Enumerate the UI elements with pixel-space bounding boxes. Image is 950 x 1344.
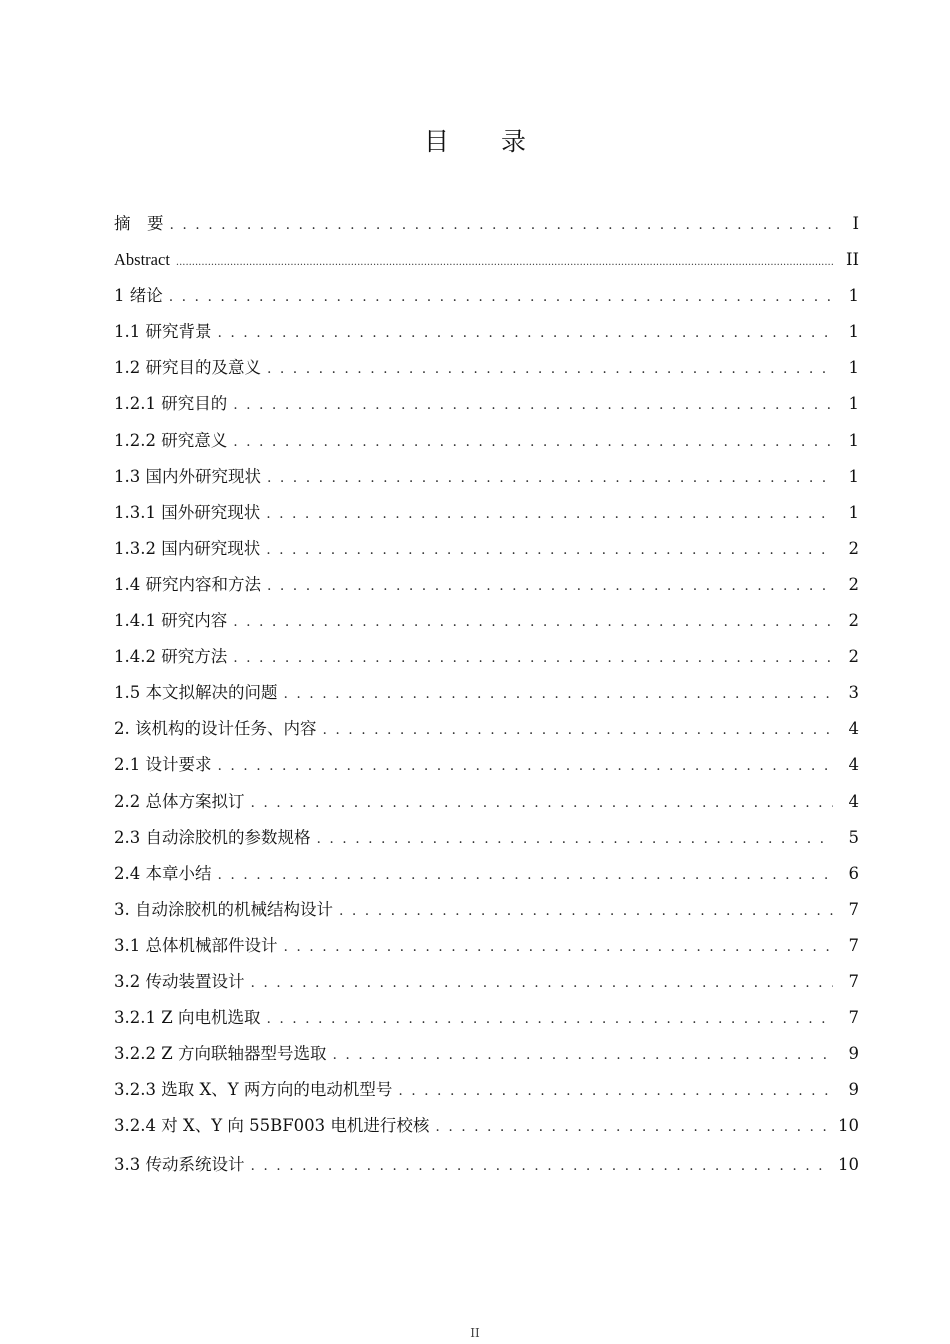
footer-page-number: II [470,1326,480,1340]
toc-entry-page: 3 [848,683,859,703]
toc-entry-page: 7 [848,971,859,991]
toc-entry[interactable] [114,531,859,567]
toc-entry[interactable] [114,747,859,783]
toc-entry[interactable] [114,1108,859,1144]
dot-leader [233,640,833,676]
dot-leader [233,424,833,460]
toc-entry-abstract-cn[interactable] [114,206,859,242]
toc-entry[interactable] [114,350,859,386]
dot-leader [233,604,833,640]
toc-entry-label: 2.3 自动涂胶机的参数规格 [114,827,311,847]
toc-entry-label: 2.1 设计要求 [114,755,212,775]
toc-entry-page: 9 [848,1044,859,1064]
toc-entry-label: 3.2.1 Z 向电机选取 [114,1008,261,1028]
toc-entry-label: 3.3 传动系统设计 [114,1155,245,1175]
toc-entry[interactable] [114,567,859,603]
toc-entry-page: 5 [848,827,859,847]
toc-entry[interactable] [114,278,859,314]
toc-entry-label: 3.2 传动装置设计 [114,971,245,991]
dot-leader [251,965,834,1001]
toc-entry[interactable] [114,314,859,350]
toc-entry-label: 1.3 国内外研究现状 [114,466,261,486]
toc-entry-page: 2 [848,538,859,558]
toc-entry-label: 3.2.2 Z 方向联轴器型号选取 [114,1044,327,1064]
dot-leader [317,821,834,857]
toc-entry[interactable] [114,603,859,639]
toc-entry[interactable] [114,675,859,711]
dot-leader [251,785,834,821]
toc-entry-page: 10 [838,1155,859,1175]
toc-entry-page: 10 [838,1116,859,1136]
toc-entry[interactable] [114,1000,859,1036]
toc-entry-label: 摘 要 [114,214,164,233]
toc-entry-label: 1.5 本文拟解决的问题 [114,683,278,703]
toc-entry-page: 1 [848,286,859,306]
toc-entry[interactable] [114,423,859,459]
dot-leader [170,207,834,243]
toc-entry[interactable] [114,856,859,892]
dot-leader [267,460,833,496]
dot-leader [398,1073,833,1109]
dot-leader [218,748,834,784]
toc-entry-label: 2. 该机构的设计任务、内容 [114,719,317,739]
dot-leader [323,712,834,748]
dot-leader [176,245,833,281]
dot-leader [266,532,833,568]
toc-entry-page: 1 [848,322,859,342]
toc-entry-page: 1 [848,394,859,414]
toc-entry[interactable] [114,784,859,820]
toc-entry-abstract-en[interactable] [114,242,859,278]
dot-leader [267,351,833,387]
toc-entry-label: 2.4 本章小结 [114,863,212,883]
toc-entry-page: 1 [848,466,859,486]
page-title: 目 录 [424,127,548,156]
toc-entry-page: 4 [848,755,859,775]
dot-leader [266,496,833,532]
toc-entry[interactable] [114,459,859,495]
toc-entry[interactable] [114,964,859,1000]
toc-entry-label: 3.1 总体机械部件设计 [114,935,278,955]
toc-entry[interactable] [114,495,859,531]
toc-entry-page: 1 [848,502,859,522]
toc-entry-label: 3.2.4 对 X、Y 向 55BF003 电机进行校核 [114,1116,430,1136]
table-of-contents [114,206,859,1184]
dot-leader [218,857,834,893]
toc-entry-page: 4 [848,719,859,739]
toc-entry-label: 1.4.2 研究方法 [114,647,228,667]
toc-entry-label: 1.3.2 国内研究现状 [114,538,261,558]
dot-leader [284,929,834,965]
toc-entry[interactable] [114,639,859,675]
dot-leader [233,387,833,423]
toc-entry-label: 3.2.3 选取 X、Y 两方向的电动机型号 [114,1080,393,1100]
toc-entry[interactable] [114,928,859,964]
toc-entry-label: 1.4.1 研究内容 [114,611,228,631]
dot-leader [251,1148,831,1184]
toc-entry-page: 4 [848,791,859,811]
toc-entry-page: 9 [848,1080,859,1100]
toc-entry-page: 1 [848,430,859,450]
dot-leader [267,568,833,604]
toc-entry-page: 7 [848,1008,859,1028]
dot-leader [435,1109,830,1145]
toc-entry-page: I [852,214,859,233]
toc-entry-label: 1.2.1 研究目的 [114,394,228,414]
toc-entry-label: 1.2.2 研究意义 [114,430,228,450]
toc-entry-page: 2 [848,574,859,594]
dot-leader [266,1001,833,1037]
toc-entry-page: 2 [848,611,859,631]
toc-entry-page: 6 [848,863,859,883]
toc-entry-label: 1.1 研究背景 [114,322,212,342]
toc-entry[interactable] [114,892,859,928]
dot-leader [169,279,833,315]
toc-entry-label: 2.2 总体方案拟订 [114,791,245,811]
toc-entry-label: 3. 自动涂胶机的机械结构设计 [114,899,333,919]
toc-entry[interactable] [114,1072,859,1108]
toc-entry[interactable] [114,711,859,747]
toc-entry-page: 1 [848,358,859,378]
toc-entry-label: Abstract [114,250,170,270]
toc-entry-page: 2 [848,647,859,667]
toc-entry[interactable] [114,1147,859,1183]
toc-entry-label: 1.4 研究内容和方法 [114,574,261,594]
toc-entry[interactable] [114,820,859,856]
dot-leader [218,315,834,351]
toc-entry-label: 1 绪论 [114,286,163,306]
toc-entry-page: 7 [848,935,859,955]
toc-entry[interactable] [114,1036,859,1072]
toc-entry-page: 7 [848,899,859,919]
dot-leader [332,1037,833,1073]
toc-entry-label: 1.3.1 国外研究现状 [114,502,261,522]
toc-entry[interactable] [114,386,859,422]
dot-leader [284,676,834,712]
toc-entry-label: 1.2 研究目的及意义 [114,358,261,378]
dot-leader [339,893,833,929]
toc-entry-page: II [845,250,859,270]
